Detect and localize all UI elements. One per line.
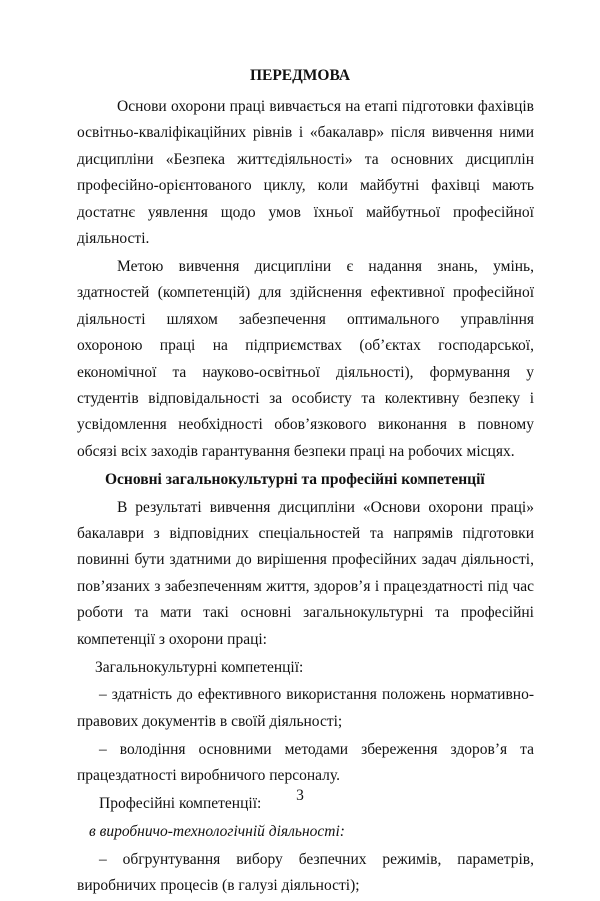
professional-competencies-label: Професійні компетенції:	[99, 795, 262, 813]
results-paragraph: В результаті вивчення дисципліни «Основи охорони праці» бакалаври з відповідних спеціальностей та напрямів підготовки повинні бути здатними до вирішення професійних задач діяльності, пов’язаних з забезпеченням життя, здоров’я і працездатності під час роботи та мати такі основні загальнокультурні та професійні компетенції з охорони праці:	[77, 498, 534, 648]
document-body	[77, 94, 534, 901]
competencies-subheading: Основні загальнокультурні та професійні компетенції	[105, 470, 485, 488]
page-title: ПЕРЕДМОВА	[249, 67, 351, 84]
general-competencies-label: Загальнокультурні компетенції:	[95, 658, 304, 676]
intro-paragraph: Основи охорони праці вивчається на етапі підготовки фахівців освітньо-кваліфікаційних рівнів і «бакалавр» після вивчення ними дисципліни «Безпека життєдіяльності» та основних дисциплін професійно-орієнтованого циклу, коли майбутні фахівці мають достатнє уявлення щодо умов їхньої майбутньої професійної діяльності.	[77, 98, 534, 248]
general-competency-item: – володіння основними методами збереження здоров’я та працездатності виробничого персоналу.	[77, 740, 534, 785]
general-competency-item: – здатність до ефективного використання положень нормативно-правових документів в своїй діяльності;	[77, 686, 534, 730]
page-number: 3	[296, 787, 304, 804]
professional-competency-item: – обгрунтування вибору безпечних режимів, параметрів, виробничих процесів (в галузі діяльності);	[77, 850, 534, 895]
goal-paragraph: Метою вивчення дисципліни є надання знань, умінь, здатностей (компетенцій) для здійснення ефективної професійної діяльності шляхом забезпечення оптимального управління охороною праці на підприємствах (об’єктах господарської, економічної та науково-освітньої діяльності), формування у студентів відповідальності за особисту та колективну безпеку і усвідомлення необхідності обов’язкового виконання в повному обсязі всіх заходів гарантування безпеки праці на робочих місцях.	[77, 257, 534, 460]
professional-activity-area: в виробничо-технологічній діяльності:	[89, 822, 345, 840]
